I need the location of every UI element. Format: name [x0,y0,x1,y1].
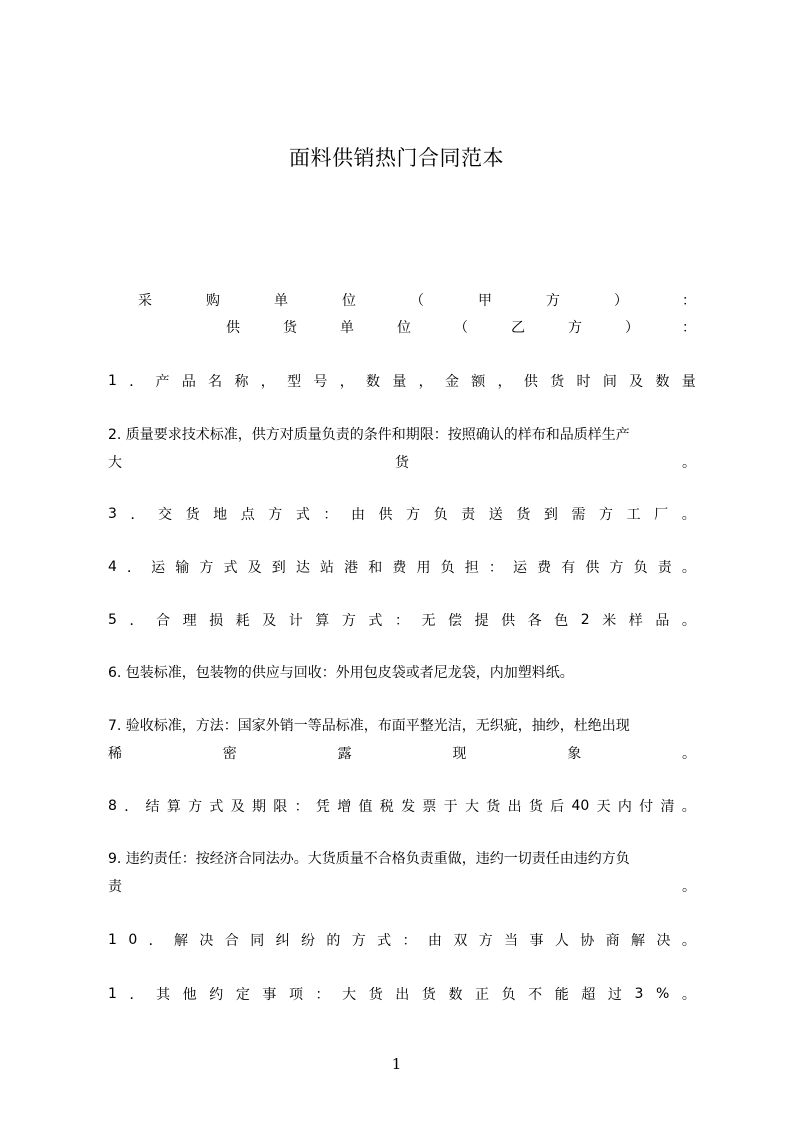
clause-8: 8 ． 结 算 方 式 及 期 限 ： 凭 增 值 税 发 票 于 大 货 出 货 后 40 天 内 付 清 。 [108,798,696,815]
clause-2-line-2: 大 货 。 [108,455,696,471]
clause-2-line-1: 2. 质量要求技术标准，供方对质量负责的条件和期限：按照确认的样布和品质样生产 [108,427,630,443]
clause-7-line-1: 7. 验收标准，方法：国家外销一等品标准，布面平整光洁，无织疵，抽纱，杜绝出现 [108,718,630,734]
document-title: 面料供销热门合同范本 [289,146,504,170]
clause-9-line-1: 9. 违约责任：按经济合同法办。大货质量不合格负责重做，违约一切责任由违约方负 [108,851,630,867]
clause-11: 1 ． 其 他 约 定 事 项 ： 大 货 出 货 数 正 负 不 能 超 过 3 % 。 [108,986,696,1003]
buyer-line: 采 购 单 位 （ 甲 方 ） ： [138,293,696,309]
clause-9-line-2: 责 。 [108,879,696,895]
clause-1: 1 ． 产 品 名 称 ， 型 号 ， 数 量 ， 金 额 ， 供 货 时 间 及 数 量 [108,373,696,390]
supplier-line: 供 货 单 位 （ 乙 方 ） ： [226,320,696,336]
clause-5: 5 ． 合 理 损 耗 及 计 算 方 式 ： 无 偿 提 供 各 色 2 米 样 品 。 [108,612,696,629]
clause-10: 1 0 ． 解 决 合 同 纠 纷 的 方 式 ： 由 双 方 当 事 人 协 商 解 决 。 [108,932,696,949]
clause-7-line-2: 稀 密 露 现 象 。 [108,746,696,762]
clause-4: 4 ． 运 输 方 式 及 到 达 站 港 和 费 用 负 担 ： 运 费 有 供 方 负 责 。 [108,559,696,576]
page-number: 1 [391,1055,402,1073]
clause-3: 3 ． 交 货 地 点 方 式 ： 由 供 方 负 责 送 货 到 需 方 工 厂 。 [108,506,696,523]
clause-6: 6. 包装标准，包装物的供应与回收：外用包皮袋或者尼龙袋，内加塑料纸。 [108,665,574,681]
